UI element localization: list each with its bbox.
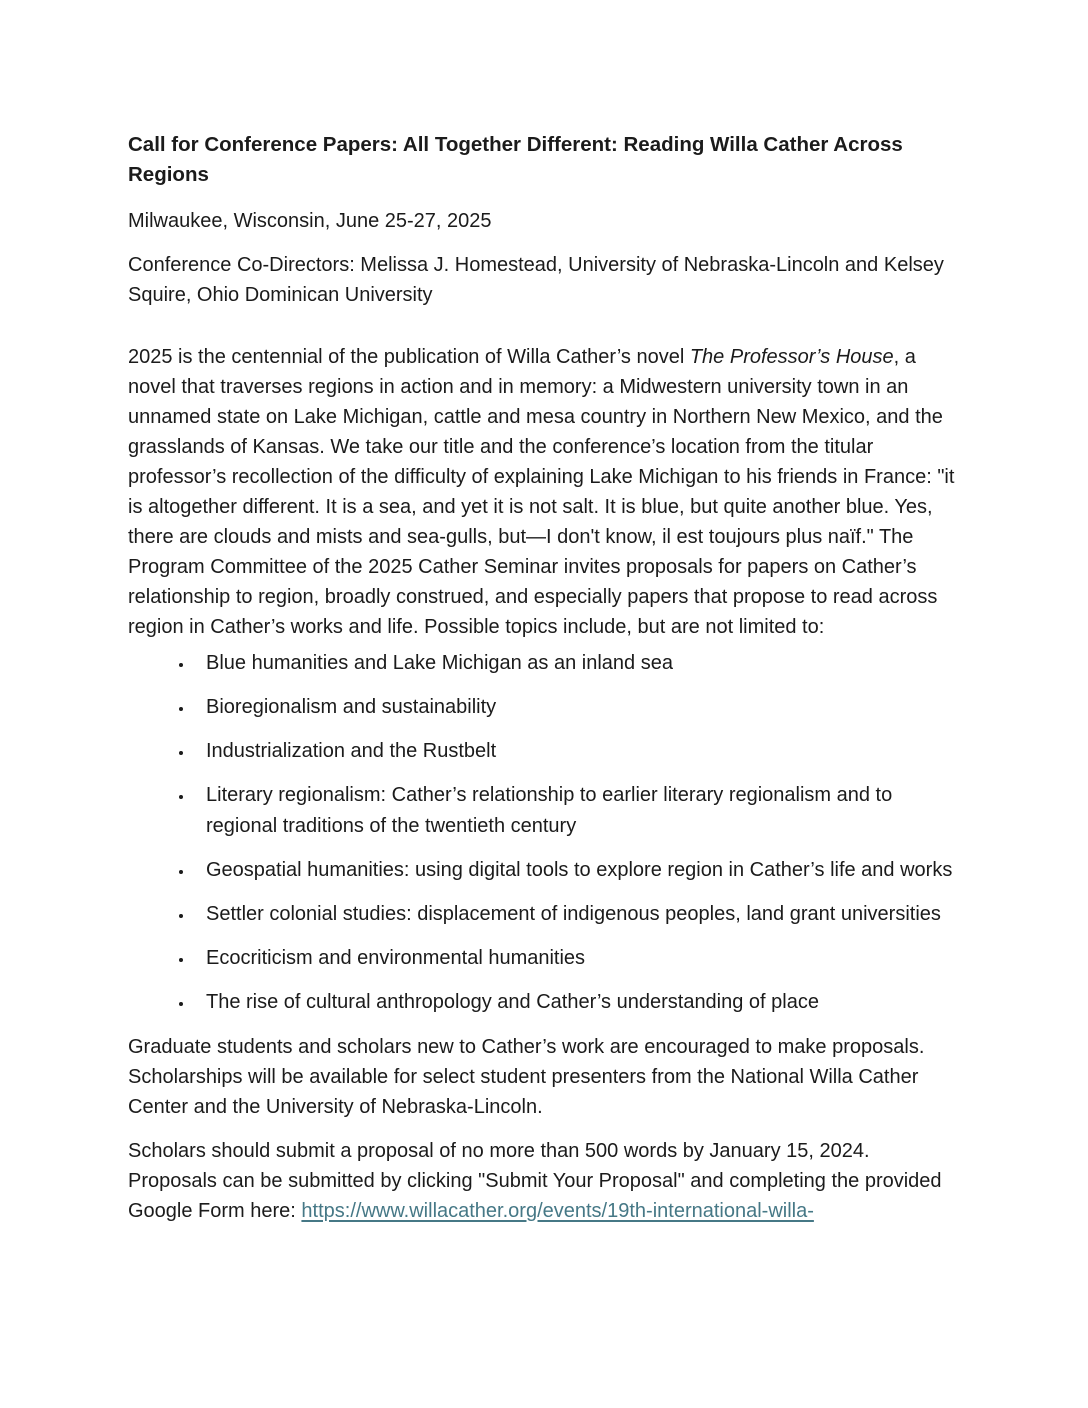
list-item: • Geospatial humanities: using digital tools to explore region in Cather’s life and works <box>194 855 960 886</box>
list-item: • Bioregionalism and sustainability <box>194 692 960 723</box>
proposal-form-link[interactable]: https://www.willacather.org/events/19th-international-willa- <box>301 1200 814 1222</box>
list-item: • Settler colonial studies: displacement of indigenous peoples, land grant universities <box>194 899 960 930</box>
submit-paragraph <box>128 1136 960 1226</box>
directors-line: Conference Co-Directors: Melissa J. Homestead, University of Nebraska-Lincoln and Kelsey Squire, Ohio Dominican University <box>128 254 944 306</box>
list-item: • Blue humanities and Lake Michigan as an inland sea <box>194 648 960 679</box>
novel-title-italic: The Professor’s House <box>689 346 894 368</box>
list-item: • Industrialization and the Rustbelt <box>194 736 960 767</box>
list-item: • The rise of cultural anthropology and Cather’s understanding of place <box>194 987 960 1018</box>
submit-text: Scholars should submit a proposal of no more than 500 words by January 15, 2024. Proposals can be submitted by clicking "Submit Your Proposal" and completing the provided Google Form here: <box>128 1140 942 1222</box>
list-item: • Ecocriticism and environmental humanities <box>194 943 960 974</box>
doc-title: Call for Conference Papers: All Together Different: Reading Willa Cather Across Regions <box>128 133 903 186</box>
location-date-line: Milwaukee, Wisconsin, June 25-27, 2025 <box>128 210 492 232</box>
list-item: • Literary regionalism: Cather’s relationship to earlier literary regionalism and to regional traditions of the twentieth century <box>194 780 960 842</box>
intro-text-before: 2025 is the centennial of the publication of Willa Cather’s novel <box>128 346 690 368</box>
intro-text-after: , a novel that traverses regions in action and in memory: a Midwestern university town in an unnamed state on Lake Michigan, cattle and mesa country in Northern New Mexico, and the grasslands of Kansas. We take our title and the conference’s location from the titular professor’s recollection of the difficulty of explaining Lake Michigan to his friends in France: "it is altogether different. It is a sea, and yet it is not salt. It is blue, but quite another blue. Yes, there are clouds and mists and sea-gulls, but—I don't know, il est toujours plus naïf." The Program Committee of the 2025 Cather Seminar invites proposals for papers on Cather’s relationship to region, broadly construed, and especially papers that propose to read across region in Cather’s works and life. Possible topics include, but are not limited to: <box>128 346 955 638</box>
graduate-paragraph: Graduate students and scholars new to Cather’s work are encouraged to make proposals. Scholarships will be available for select student presenters from the National Willa Cather Center and the University of Nebraska-Lincoln. <box>128 1036 925 1118</box>
topics-list <box>128 648 960 1018</box>
intro-paragraph <box>128 342 960 642</box>
